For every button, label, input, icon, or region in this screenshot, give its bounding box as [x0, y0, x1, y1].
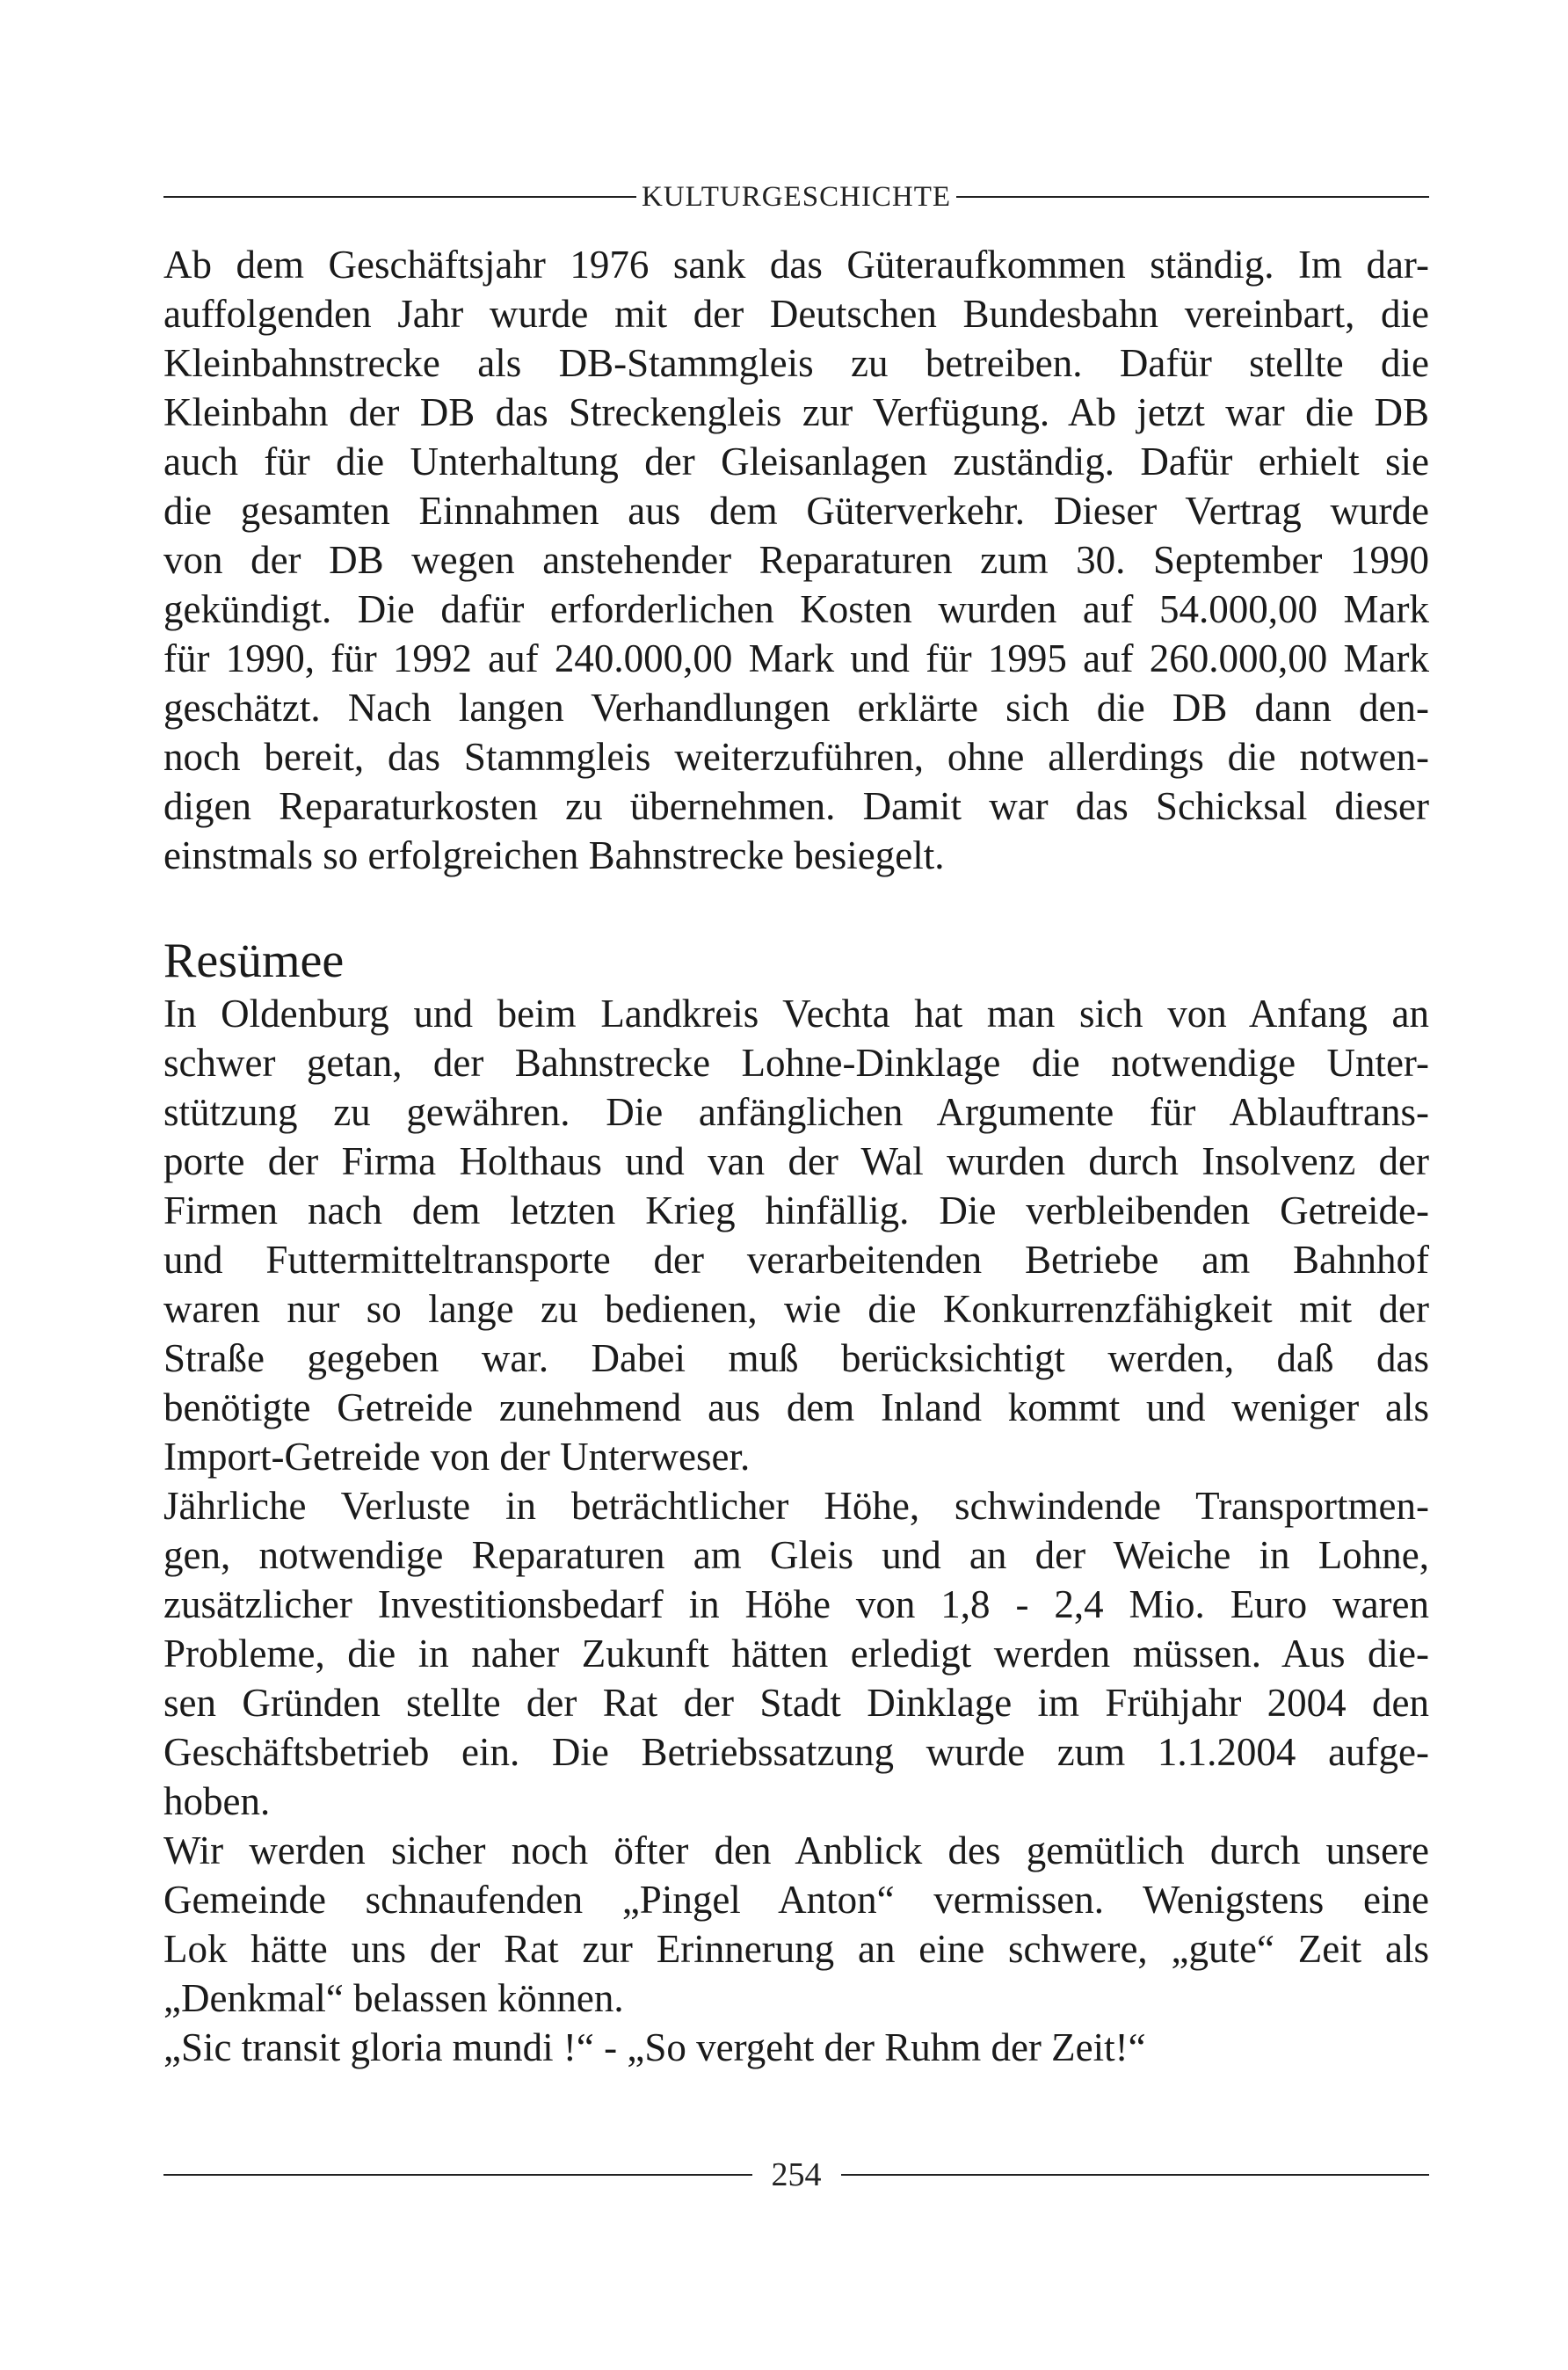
header-rule-right [956, 196, 1429, 198]
paragraph-5 [163, 2023, 1429, 2072]
text-line: Kleinbahnstrecke als DB-Stammgleis zu betreiben. Dafür stellte die [163, 341, 1429, 385]
text-line: schwer getan, der Bahnstrecke Lohne-Dinklage die notwendige Unter- [163, 1041, 1429, 1085]
page-number: 254 [771, 2156, 822, 2193]
section-heading: Resümee [163, 934, 345, 988]
text-line: Probleme, die in naher Zukunft hätten erledigt werden müssen. Aus die- [163, 1632, 1429, 1676]
text-line: digen Reparaturkosten zu übernehmen. Damit war das Schicksal dieser [163, 784, 1429, 828]
text-line: „Sic transit gloria mundi !“ - „So vergeht der Ruhm der Zeit!“ [163, 2025, 1146, 2069]
text-line: sen Gründen stellte der Rat der Stadt Dinklage im Frühjahr 2004 den [163, 1681, 1429, 1725]
running-header [163, 172, 1429, 222]
paragraph-4 [163, 1826, 1429, 2023]
paragraph-1 [163, 240, 1429, 880]
text-line: hoben. [163, 1779, 271, 1823]
text-line: für 1990, für 1992 auf 240.000,00 Mark und für 1995 auf 260.000,00 Mark [163, 636, 1429, 680]
text-line: geschätzt. Nach langen Verhandlungen erklärte sich die DB dann den- [163, 686, 1429, 730]
text-line: Ab dem Geschäftsjahr 1976 sank das Güteraufkommen ständig. Im dar- [163, 243, 1429, 287]
text-line: stützung zu gewähren. Die anfänglichen Argumente für Ablauftrans- [163, 1090, 1429, 1134]
text-line: Wir werden sicher noch öfter den Anblick des gemütlich durch unsere [163, 1828, 1429, 1872]
text-line: von der DB wegen anstehender Reparaturen zum 30. September 1990 [163, 538, 1429, 582]
footer-rule-left [163, 2174, 752, 2176]
text-line: Firmen nach dem letzten Krieg hinfällig. Die verbleibenden Getreide- [163, 1189, 1429, 1232]
text-line: Import-Getreide von der Unterweser. [163, 1435, 751, 1479]
text-line: noch bereit, das Stammgleis weiterzuführen, ohne allerdings die notwen- [163, 735, 1429, 779]
text-line: zusätzlicher Investitionsbedarf in Höhe von 1,8 - 2,4 Mio. Euro waren [163, 1582, 1429, 1626]
paragraph-2 [163, 989, 1429, 1481]
text-line: gen, notwendige Reparaturen am Gleis und an der Weiche in Lohne, [163, 1533, 1429, 1577]
text-line: und Futtermitteltransporte der verarbeitenden Betriebe am Bahnhof [163, 1238, 1429, 1282]
text-line: In Oldenburg und beim Landkreis Vechta hat man sich von Anfang an [163, 992, 1429, 1036]
text-line: porte der Firma Holthaus und van der Wal wurden durch Insolvenz der [163, 1139, 1429, 1183]
text-line: auch für die Unterhaltung der Gleisanlagen zuständig. Dafür erhielt sie [163, 440, 1429, 483]
footer-rule-right [841, 2174, 1430, 2176]
header-rule-left [163, 196, 636, 198]
text-line: Geschäftsbetrieb ein. Die Betriebssatzung wurde zum 1.1.2004 aufge- [163, 1730, 1429, 1774]
text-line: Kleinbahn der DB das Streckengleis zur Verfügung. Ab jetzt war die DB [163, 390, 1429, 434]
text-line: benötigte Getreide zunehmend aus dem Inland kommt und weniger als [163, 1385, 1429, 1429]
text-line: auffolgenden Jahr wurde mit der Deutschen Bundesbahn vereinbart, die [163, 292, 1429, 336]
paragraph-3 [163, 1481, 1429, 1826]
text-line: einstmals so erfolgreichen Bahnstrecke besiegelt. [163, 833, 945, 877]
text-line: Gemeinde schnaufenden „Pingel Anton“ vermissen. Wenigstens eine [163, 1878, 1429, 1922]
running-title: KULTURGESCHICHTE [641, 180, 952, 213]
text-line: „Denkmal“ belassen können. [163, 1976, 624, 2020]
text-line: waren nur so lange zu bedienen, wie die Konkurrenzfähigkeit mit der [163, 1287, 1429, 1331]
text-line: gekündigt. Die dafür erforderlichen Kosten wurden auf 54.000,00 Mark [163, 587, 1429, 631]
text-line: Straße gegeben war. Dabei muß berücksichtigt werden, daß das [163, 1336, 1429, 1380]
page-footer [163, 2150, 1429, 2199]
text-line: Jährliche Verluste in beträchtlicher Höhe, schwindende Transportmen- [163, 1484, 1429, 1528]
text-line: Lok hätte uns der Rat zur Erinnerung an eine schwere, „gute“ Zeit als [163, 1927, 1429, 1971]
text-line: die gesamten Einnahmen aus dem Güterverkehr. Dieser Vertrag wurde [163, 489, 1429, 533]
